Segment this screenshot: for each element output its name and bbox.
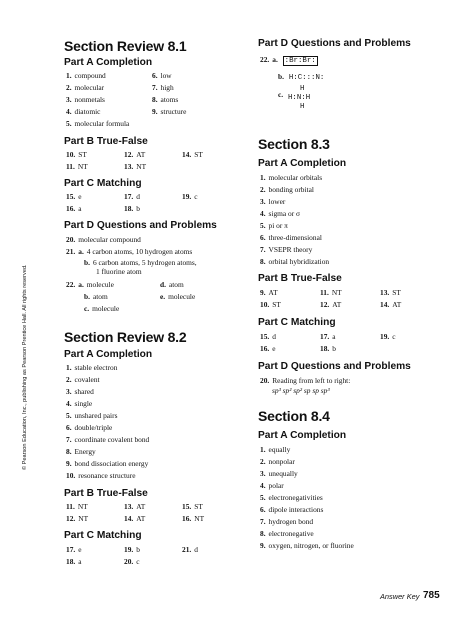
answer-line: 16. NT [182, 514, 205, 523]
answer-line: 22. a. molecule [66, 280, 114, 289]
answer-line: 5. molecular formula [66, 119, 130, 128]
part-b-heading: Part B True-False [64, 136, 148, 147]
answer-line: 2. covalent [66, 375, 100, 384]
answer-line: 10. ST [260, 300, 281, 309]
part-a-heading: Part A Completion [258, 430, 347, 441]
page-number: 785 [423, 590, 440, 601]
answer-line: 8. electronegative [260, 529, 314, 538]
answer-line: 11. NT [66, 162, 88, 171]
answer-line: 17. e [66, 545, 82, 554]
answer-line: 6. dipole interactions [260, 505, 324, 514]
section-title-8-3: Section 8.3 [258, 136, 330, 152]
answer-line: 17. a [320, 332, 336, 341]
section-title-8-4: Section 8.4 [258, 408, 330, 424]
answer-line: 5. unshared pairs [66, 411, 118, 420]
answer-line: 18. b [124, 204, 140, 213]
part-a-heading: Part A Completion [258, 158, 347, 169]
answer-line: c. [278, 90, 284, 99]
answer-line: c. molecule [84, 304, 120, 313]
answer-line: 8. orbital hybridization [260, 257, 330, 266]
lewis-structure-nh3-bottom: H [300, 103, 305, 111]
lewis-structure-nh3-mid: H:N:H [288, 94, 311, 102]
part-c-heading: Part C Matching [64, 530, 142, 541]
answer-line: 5. electronegativities [260, 493, 323, 502]
answer-line: 6. double/triple [66, 423, 113, 432]
answer-line: 21. a. 4 carbon atoms, 10 hydrogen atoms [66, 247, 193, 256]
answer-line: 19. b [124, 545, 140, 554]
answer-line: 1. compound [66, 71, 106, 80]
answer-line: 1. stable electron [66, 363, 118, 372]
answer-line: 12. NT [66, 514, 89, 523]
answer-line: 20. Reading from left to right: [260, 376, 351, 385]
answer-line: 14. AT [380, 300, 402, 309]
answer-line: 8. Energy [66, 447, 96, 456]
answer-line: 2. nonpolar [260, 457, 295, 466]
answer-line: b. atom [84, 292, 108, 301]
answer-line: 1. molecular orbitals [260, 173, 323, 182]
answer-line: 18. b [320, 344, 336, 353]
answer-line: 15. ST [182, 502, 203, 511]
answer-line: 15. d [260, 332, 276, 341]
answer-line: 11. NT [320, 288, 342, 297]
answer-line: 13. ST [380, 288, 401, 297]
answer-line: 16. e [260, 344, 276, 353]
answer-line: 7. high [152, 83, 174, 92]
answer-line: d. atom [160, 280, 184, 289]
answer-line: 9. AT [260, 288, 278, 297]
answer-line: 8. atoms [152, 95, 179, 104]
answer-line: 4. diatomic [66, 107, 101, 116]
answer-line: 20. c [124, 557, 140, 566]
answer-line: 9. bond dissociation energy [66, 459, 149, 468]
part-b-heading: Part B True-False [258, 273, 342, 284]
answer-line: e. molecule [160, 292, 196, 301]
answer-line: 14. AT [124, 514, 146, 523]
answer-line: 1. equally [260, 445, 291, 454]
copyright-notice: © Pearson Education, Inc., publishing as Pearson Prentice Hall. All rights reserved. [22, 264, 28, 470]
answer-line: 3. shared [66, 387, 94, 396]
answer-line: 7. VSEPR theory [260, 245, 313, 254]
part-d-heading: Part D Questions and Problems [64, 220, 217, 231]
part-b-heading: Part B True-False [64, 488, 148, 499]
answer-line: 7. coordinate covalent bond [66, 435, 150, 444]
answer-line: 3. lower [260, 197, 286, 206]
section-title-8-2: Section Review 8.2 [64, 329, 187, 345]
answer-line: 12. AT [320, 300, 342, 309]
answer-line: 15. e [66, 192, 82, 201]
answer-line: 14. ST [182, 150, 203, 159]
answer-line: 13. AT [124, 502, 146, 511]
answer-line: 17. d [124, 192, 140, 201]
lewis-structure-hcn: H:C:::N: [288, 74, 325, 82]
answer-line: 19. c [380, 332, 396, 341]
answer-line: 3. nonmetals [66, 95, 105, 104]
answer-line: 16. a [66, 204, 82, 213]
answer-line: 12. AT [124, 150, 146, 159]
answer-line: 20. molecular compound [66, 235, 141, 244]
answer-line: 2. bonding orbital [260, 185, 314, 194]
lewis-structure-nh3-top: H [300, 85, 305, 93]
answer-line: 10. ST [66, 150, 87, 159]
answer-line: 13. NT [124, 162, 147, 171]
part-a-heading: Part A Completion [64, 349, 153, 360]
part-c-heading: Part C Matching [258, 317, 336, 328]
answer-line: 3. unequally [260, 469, 298, 478]
answer-line: 18. a [66, 557, 82, 566]
section-title-8-1: Section Review 8.1 [64, 38, 187, 54]
answer-line: 7. hydrogen bond [260, 517, 314, 526]
answer-line: 11. NT [66, 502, 88, 511]
answer-line: 4. polar [260, 481, 284, 490]
answer-line: 19. c [182, 192, 198, 201]
answer-line: 4. sigma or σ [260, 209, 301, 218]
part-d-heading: Part D Questions and Problems [258, 361, 411, 372]
answer-line: 1 fluorine atom [96, 267, 142, 276]
answer-line: 2. molecular [66, 83, 105, 92]
answer-line: b. H:C:::N: [278, 72, 325, 82]
part-a-heading: Part A Completion [64, 57, 153, 68]
answer-line: 21. d [182, 545, 198, 554]
answer-line: 9. oxygen, nitrogen, or fluorine [260, 541, 354, 550]
answer-line: 9. structure [152, 107, 187, 116]
answer-line: 10. resonance structure [66, 471, 136, 480]
answer-line: 4. single [66, 399, 93, 408]
part-d-heading: Part D Questions and Problems [258, 38, 411, 49]
lewis-structure-br2: :Br:Br: [284, 57, 316, 65]
part-c-heading: Part C Matching [64, 178, 142, 189]
answer-line: 6. low [152, 71, 172, 80]
answer-line: 22. a. :Br:Br: [260, 55, 316, 65]
answer-line: 6. three-dimensional [260, 233, 322, 242]
hybridization-list: sp³ sp² sp² sp sp sp³ [272, 386, 330, 395]
footer-label: Answer Key [380, 592, 420, 601]
answer-line: 5. pi or π [260, 221, 288, 230]
answer-line: b. 6 carbon atoms, 5 hydrogen atoms, [84, 258, 197, 267]
